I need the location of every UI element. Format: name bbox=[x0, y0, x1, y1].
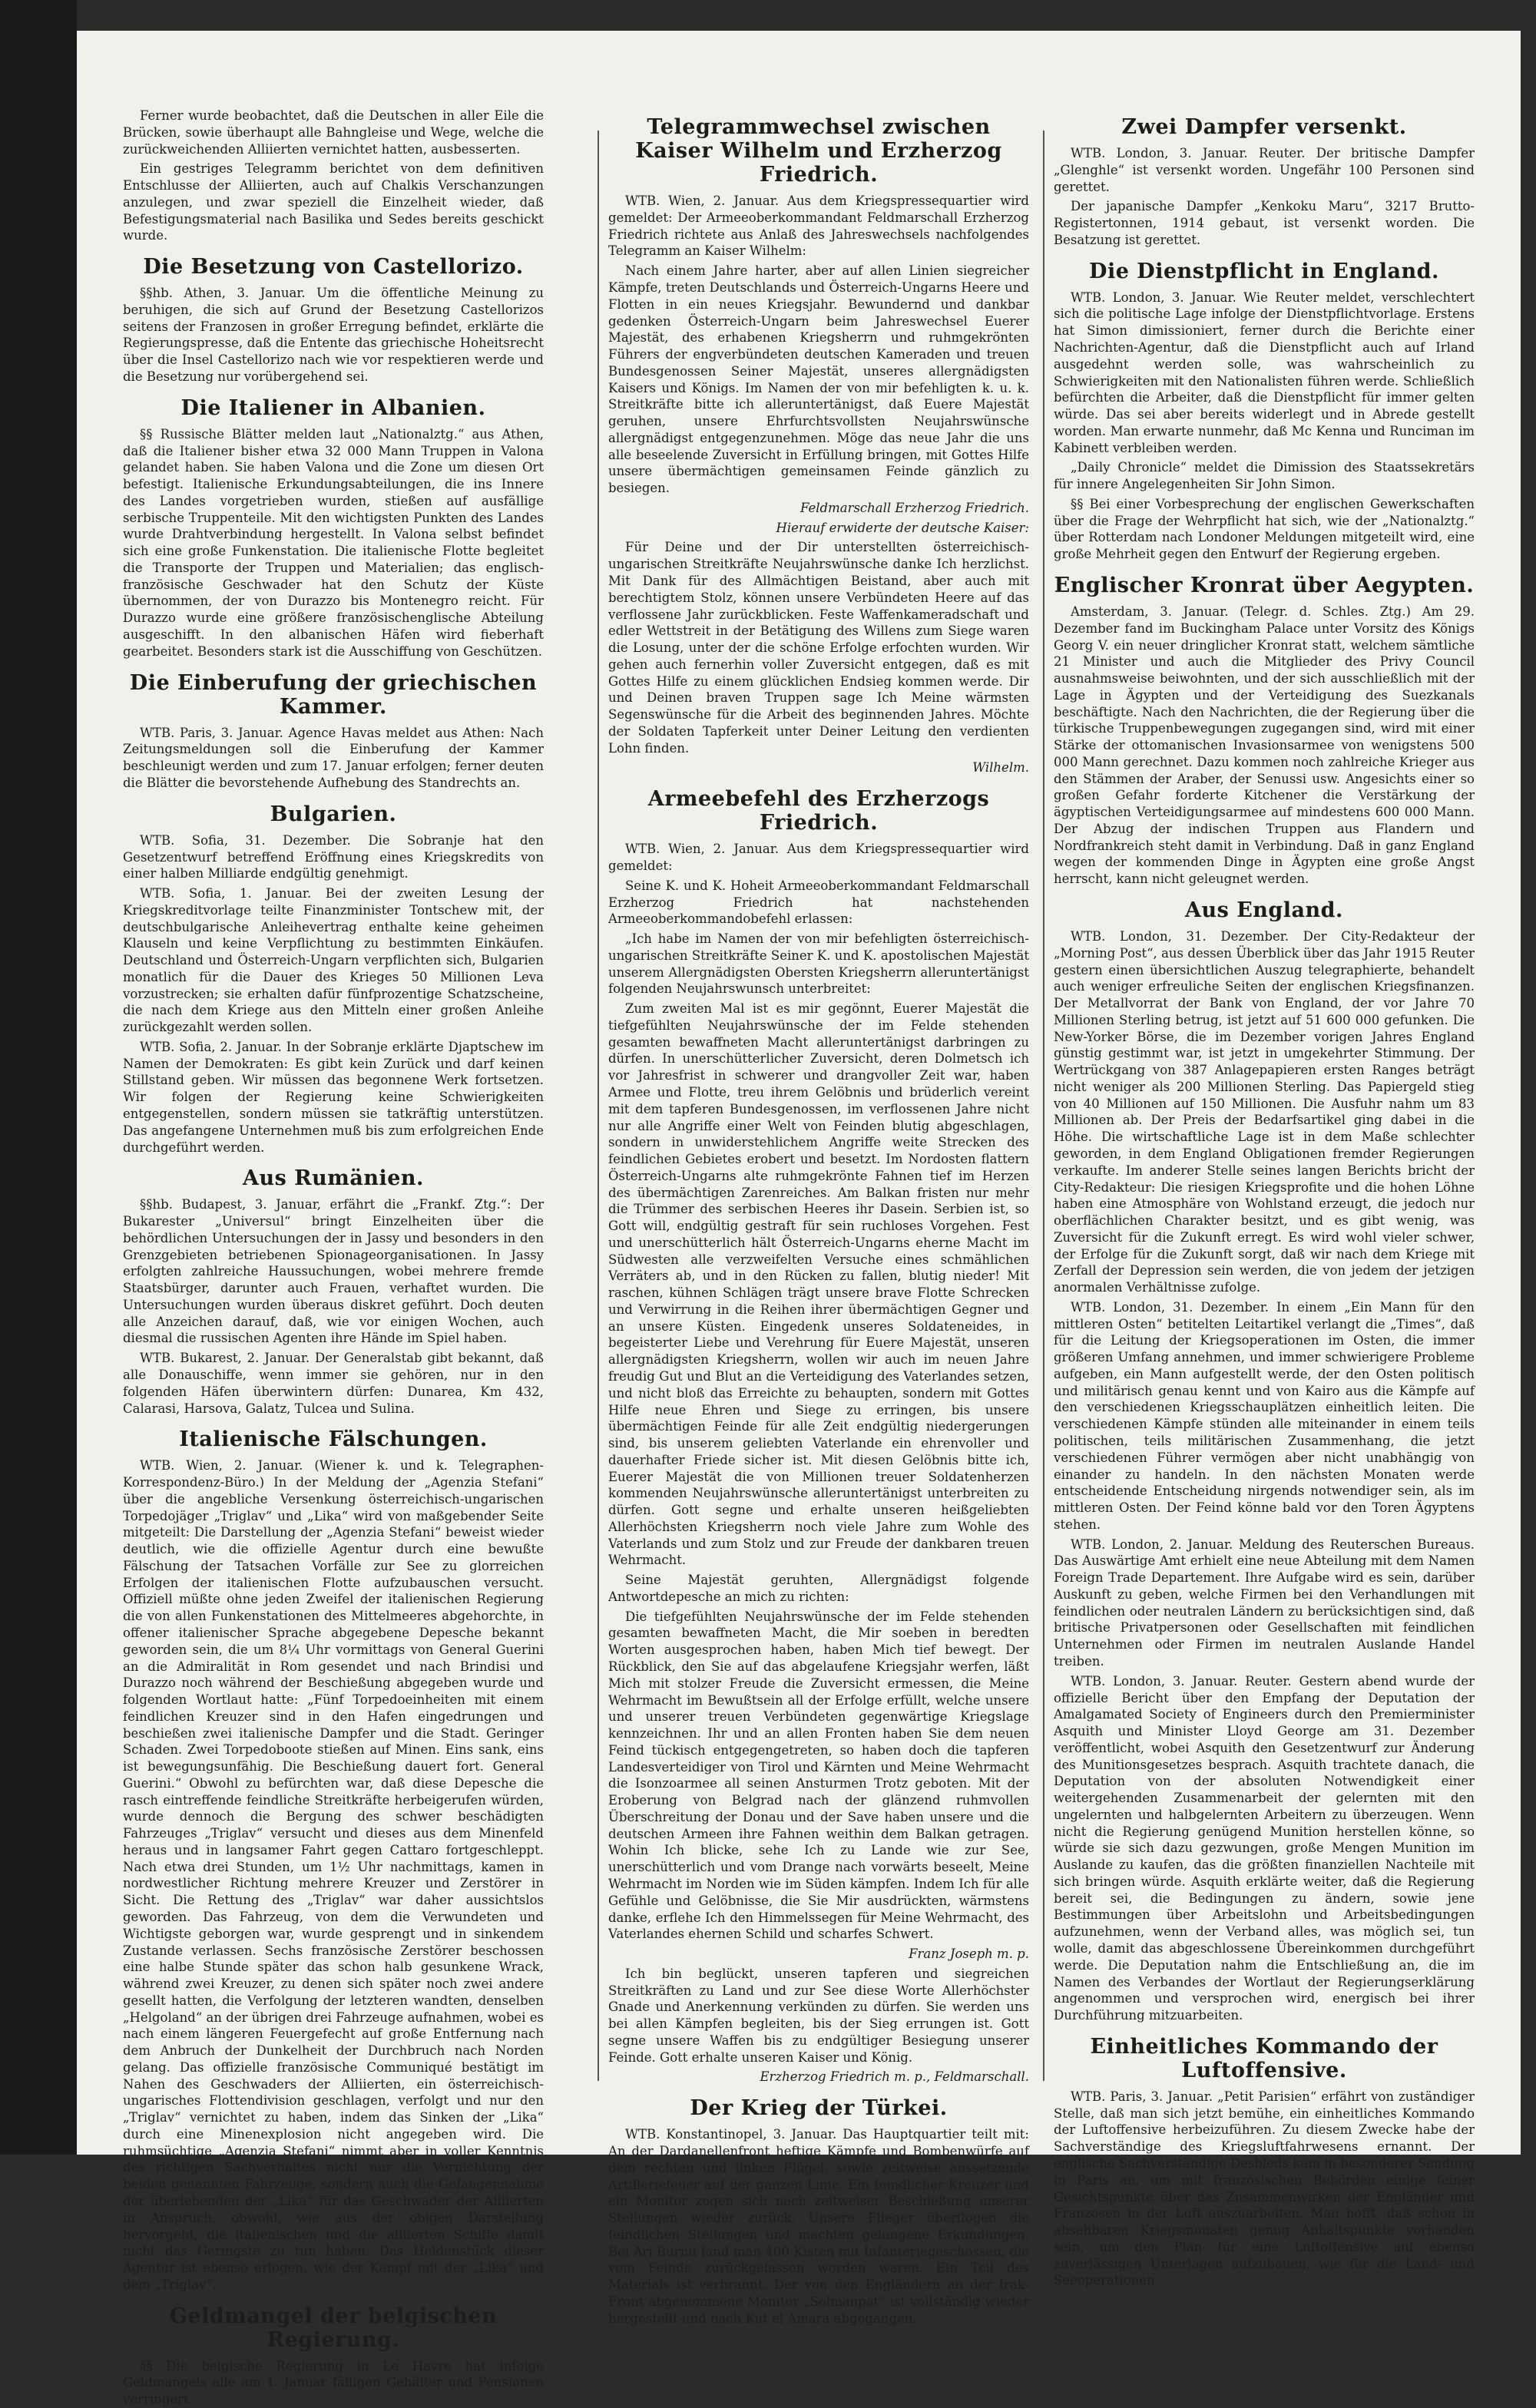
article bbox=[1054, 898, 1475, 2024]
article-paragraph: WTB. Wien, 2. Januar. Aus dem Kriegspressequartier wird gemeldet: bbox=[608, 842, 1029, 874]
article-paragraph: WTB. London, 3. Januar. Reuter. Gestern abend wurde der offizielle Bericht über den Empfang der Deputation der Amalgamated Society of Engineers durch den Premierminister Asquith und Minister Lloyd George am 31. Dezember veröffentlicht, wobei Asquith den Gesetzentwurf zur Änderung des Munitionsgesetzes besprach. Asquith trachtete danach, die Deputation von der absoluten Notwendigkeit einer weitergehenden Zusammenarbeit der gelernten mit den ungelernten und halbgelernten Arbeitern zu überzeugen. Wenn nicht die Regierung genügend Munition herstellen könne, so würde sie sich dazu gezwungen, große Mengen Munition im Auslande zu kaufen, das die größten finanziellen Nachteile mit sich bringen würde. Asquith erklärte weiter, daß die Regierung bereit sei, die Bedingungen zu ändern, sowie jene Bestimmungen über Arbeitslohn und Arbeitsbedingungen aufzunehmen, wenn der Verband alles, was möglich sei, tun wolle, damit das abgeschlossene Übereinkommen durchgeführt werde. Die Deputation nahm die Entschließung an, die im Namen des Verbandes der Wortlaut der Regierungserklärung angenommen und versprochen wird, energisch bei ihrer Durchführung mitzuarbeiten. bbox=[1054, 1673, 1475, 2023]
article-paragraph: §§ Bei einer Vorbesprechung der englischen Gewerkschaften über die Frage der Wehrpflicht hat sich, wie der „Nationalztg.“ über Rotterdam nach Londoner Meldungen mitgeteilt wird, eine große Mehrheit gegen den Entwurf der Regierung ergeben. bbox=[1054, 496, 1475, 562]
article bbox=[123, 2304, 544, 2408]
article-headline: Telegrammwechsel zwischen Kaiser Wilhelm und Erzherzog Friedrich. bbox=[635, 115, 1002, 187]
article-headline: Bulgarien. bbox=[270, 802, 397, 826]
article-headline: Die Dienstpflicht in England. bbox=[1089, 259, 1439, 283]
article-paragraph: WTB. London, 3. Januar. Wie Reuter meldet, verschlechtert sich die politische Lage infolge der Dienstpflichtvorlage. Erstens hat Simon dimissioniert, ferner durch die Berichte einer Nachrichten-Agentur, daß die Dienstpflicht auch auf Irland ausgedehnt werden solle, was wahrscheinlich zu Schwierigkeiten mit den Nationalisten führen werde. Schließlich befürchten die Arbeiter, daß die Dienstpflicht für immer gelten würde. Das sei aber bereits widerlegt und in Abrede gestellt worden. Man erwarte nunmehr, daß Mc Kenna und Runciman im Kabinett verbleiben werden. bbox=[1054, 289, 1475, 455]
article bbox=[123, 1166, 544, 1417]
scan-left-edge bbox=[0, 0, 77, 2155]
article-paragraph: „Ich habe im Namen der von mir befehligten österreichisch-ungarischen Streitkräfte Seiner K. und K. apostolischen Majestät unserem Allergnädigsten Obersten Kriegsherrn alleruntertänigst folgenden Neujahrswunsch unterbreitet: bbox=[608, 931, 1029, 997]
article-headline: Zwei Dampfer versenkt. bbox=[1121, 115, 1407, 139]
article-headline: Einheitliches Kommando der Luftoffensive. bbox=[1090, 2034, 1438, 2082]
column-left bbox=[123, 108, 544, 2407]
article-paragraph: WTB. London, 2. Januar. Meldung des Reuterschen Bureaus. Das Auswärtige Amt erhielt eine neue Abteilung mit dem Namen Foreign Trade Departement. Ihre Aufgabe wird es sein, darüber Auskunft zu geben, welche Firmen bei den Verhandlungen mit feindlichen oder neutralen Ländern zu berücksichtigen sind, daß britische Privatpersonen oder Gesellschaften mit feindlichen Unternehmen oder Firmen im neutralen Auslande Handel treiben. bbox=[1054, 1536, 1475, 1669]
article-headline: Die Besetzung von Castellorizo. bbox=[143, 255, 524, 280]
article bbox=[1054, 574, 1475, 888]
article-paragraph: Ein gestriges Telegramm berichtet von dem definitiven Entschlusse der Alliierten, auch auf Chalkis Verschanzungen anzulegen, und zwar speziell die Einzelheit wieder, daß Befestigungsmaterial nach Basilika und Sedes bereits geschickt wurde. bbox=[123, 161, 544, 243]
column-rule bbox=[598, 131, 599, 2081]
article-paragraph: Zum zweiten Mal ist es mir gegönnt, Euerer Majestät die tiefgefühlten Neujahrswünsche der im Felde stehenden gesamten bewaffneten Macht alleruntertänigst darbringen zu dürfen. In unerschütterlicher Zuversicht, deren Dolmetsch ich vor Jahresfrist in schwerer und drangvoller Zeit war, haben Armee und Flotte, treu ihrem Gelöbnis und brüderlich vereint mit dem tapferen Bundesgenossen, im verflossenen Jahre nicht nur alle Angriffe einer Welt von Feinden blutig abgeschlagen, sondern in unwiderstehlichem Angriffe weite Strecken des feindlichen Gebietes erobert und besetzt. Im Nordosten flattern Österreich-Ungarns alte ruhmgekrönte Fahnen tief im Herzen des übermächtigen Zarenreiches. Am Balkan fristen nur mehr die Trümmer des serbischen Heeres ihr Dasein. Serbien ist, so Gott will, endgültig gestraft für sein ruchloses Vorgehen. Fest und unerschütterlich hält Österreich-Ungarns eherne Macht im Südwesten alle verzweifelten Versuche eines schmählichen Verräters ab, und in den Rücken zu fallen, blutig nieder! Mit raschen, kühnen Schlägen trägt unsere brave Flotte Schrecken und Verwirrung in die Reihen ihrer übermächtigen Gegner und an unsere Küsten. Eingedenk unseres Soldateneides, in begeisterter Liebe und Verehrung für Euere Majestät, unseren allergnädigsten Kriegsherrn, wollen wir auch im neuen Jahre freudig Gut und Blut an die Verteidigung des Vaterlandes setzen, und nicht bloß das Erreichte zu behaupten, sondern mit Gottes Hilfe neue Ehren und Siege zu erringen, bis unsere übermächtigen Feinde für alle Zeit endgültig niedergerungen sind, bis unserem geliebten Vaterlande ein ehrenvoller und dauerhafter Friede sicher ist. Mit diesen Gelöbnis bitte ich, Euerer Majestät die von Millionen treuer Soldatenherzen kommenden Neujahrswünsche alleruntertänigst unterbreiten zu dürfen. Gott segne und erhalte unseren heißgeliebten Allerhöchsten Kriegsherrn noch viele Jahre zum Wohle des Vaterlands und zum Stolz und zur Freude der dankbaren treuen Wehrmacht. bbox=[608, 1001, 1029, 1568]
article bbox=[608, 2096, 1029, 2327]
article-paragraph: WTB. Paris, 3. Januar. „Petit Parisien“ erfährt von zuständiger Stelle, daß man sich jetzt bemühe, ein einheitliches Kommando der Luftoffensive herbeizuführen. Zu diesem Zwecke habe der Sachverständige des Kriegsluftfahrwesens ernannt. Der englische Sachverständige Desbleds kam in besonderer Sendung in Paris an, um mit französischen Behörden einige feiner Gesichtspunkte über das Zusammenwirken der Engländer und Franzosen in der Luft auszuarbeiten. Man hofft, daß schon in absehbaren Kriegsmonaten genug Anhaltspunkte vorhanden sein, um den Plan für eine Luftoffensive auf ebenso zuverlässigen Unterlagen aufzubauen, wie für die Land- und Seeoperationen. bbox=[1054, 2089, 1475, 2288]
article-paragraph: Ferner wurde beobachtet, daß die Deutschen in aller Eile die Brücken, sowie überhaupt alle Bahngleise und Wege, welche die zurückweichenden Alliierten vernichtet hatten, ausbesserten. bbox=[123, 108, 544, 157]
article-paragraph: WTB. London, 3. Januar. Reuter. Der britische Dampfer „Glenghle“ ist versenkt worden. Ungefähr 100 Personen sind gerettet. bbox=[1054, 146, 1475, 194]
article-paragraph: Erzherzog Friedrich m. p., Feldmarschall. bbox=[760, 2069, 1029, 2085]
article-headline: Geldmangel der belgischen Regierung. bbox=[169, 2304, 498, 2352]
article-paragraph: Die tiefgefühlten Neujahrswünsche der im Felde stehenden gesamten bewaffneten Macht, die Mir soeben in beredten Worten ausgesprochen haben, haben Mich tief bewegt. Der Rückblick, den Sie auf das abgelaufene Kriegsjahr werfen, läßt Mich mit stolzer Freude die Zuversicht ermessen, die Meine Wehrmacht im Bewußtsein all der Erfolge erfüllt, welche unsere und unserer treuen Verbündeten gegenwärtige Kriegslage kennzeichnen. Ihr und an allen Fronten haben Sie dem neuen Feind tückisch entgegengetreten, so haben doch die tapferen Landesverteidiger von Tirol und Kärnten und Meine Wehrmacht die Isonzoarmee all seinen Ansturmen Trotz geboten. Mit der Eroberung von Belgrad nach der glänzend ruhmvollen Überschreitung der Donau und der Save haben unsere und die deutschen Armeen ihre Fahnen weithin dem Balkan getragen. Wohin Ich blicke, sehe Ich zu Lande wie zur See, unerschütterlich und vom Drange nach vorwärts beseelt, Meine Wehrmacht im Norden wie im Süden kämpfen. Indem Ich für alle Gefühle und Gelöbnisse, die Sie Mir ausdrückten, wärmstens danke, erflehe Ich den Himmelssegen für Meine Wehrmacht, des Vaterlandes ehernen Schild und scharfes Schwert. bbox=[608, 1609, 1029, 1942]
article-paragraph: Wilhelm. bbox=[972, 760, 1029, 776]
article-paragraph: WTB. Sofia, 31. Dezember. Die Sobranje hat den Gesetzentwurf betreffend Eröffnung eines Kriegskredits von einer halben Milliarde endgültig genehmigt. bbox=[123, 832, 544, 882]
article-paragraph: Ich bin beglückt, unseren tapferen und siegreichen Streitkräften zu Land und zur See diese Worte Allerhöchster Gnade und Anerkennung verkünden zu dürfen. Sie werden uns bei allen Kämpfen begleiten, bis der Sieg errungen ist. Gott segne unsere Waffen bis zu endgültiger Besiegung unserer Feinde. Gott erhalte unseren Kaiser und König. bbox=[608, 1966, 1029, 2065]
article bbox=[608, 115, 1029, 776]
article bbox=[123, 255, 544, 385]
column-right bbox=[1054, 108, 1475, 2288]
article-paragraph: WTB. Bukarest, 2. Januar. Der Generalstab gibt bekannt, daß alle Donauschiffe, wenn immer sie gehören, nur in den folgenden Häfen überwintern dürfen: Dunarea, Km 432, Calarasi, Harsova, Galatz, Tulcea und Sulina. bbox=[123, 1351, 544, 1416]
article-headline: Der Krieg der Türkei. bbox=[690, 2096, 948, 2121]
article-paragraph: §§ Russische Blätter melden laut „Nationalztg.“ aus Athen, daß die Italiener bisher etwa 32 000 Mann Truppen in Valona gelandet haben. Sie haben Valona und die Zone um diesen Ort befestigt. Italienische Erkundungsabteilungen, die ins Innere des Landes vorgetrieben wurden, stießen auf ausfällige serbische Truppenteile. Mit den wichtigsten Punkten des Landes wurde Drahtverbindung hergestellt. In Valona selbst befindet sich eine große Funkenstation. Die italienische Flotte begleitet die Transporte der Truppen und Materialien; das englisch-französische Geschwader hat den Schutz der Küste übernommen, der von Durazzo bis Montenegro reicht. Für Durazzo wurde eine größere französischenglische Abteilung ausgeschifft. In den albanischen Häfen wird fieberhaft gearbeitet. Besonders stark ist die Ausschiffung von Geschützen. bbox=[123, 426, 544, 659]
article-headline: Die Italiener in Albanien. bbox=[180, 395, 486, 420]
article-paragraph: Der japanische Dampfer „Kenkoku Maru“, 3217 Brutto-Registertonnen, 1914 gebaut, ist versenkt worden. Die Besatzung ist gerettet. bbox=[1054, 199, 1475, 247]
article-headline: Die Einberufung der griechischen Kammer. bbox=[129, 670, 538, 719]
article-paragraph: WTB. Paris, 3. Januar. Agence Havas meldet aus Athen: Nach Zeitungsmeldungen soll die Einberufung der Kammer beschleunigt werden und zum 17. Januar erfolgen; ferner deuten die Blätter die bevorstehende Aufhebung des Standrechts an. bbox=[123, 725, 544, 790]
article-paragraph: WTB. Sofia, 1. Januar. Bei der zweiten Lesung der Kriegskreditvorlage teilte Finanzminister Tontschew mit, der deutschbulgarische Anleihevertrag enthalte keine geheimen Klauseln und keine Verpflichtung zu bestimmten Einkäufen. Deutschland und Österreich-Ungarn verpflichten sich, Bulgarien monatlich für die Dauer des Krieges 50 Millionen Leva vorzustrecken; sie erhalten dafür fünfprozentige Schatzscheine, die nach dem Kriege aus den Mitteln einer großen Anleihe zurückgezahlt werden sollen. bbox=[123, 886, 544, 1035]
article-paragraph: Seine K. und K. Hoheit Armeeoberkommandant Feldmarschall Erzherzog Friedrich hat nachstehenden Armeeoberkommandobefehl erlassen: bbox=[608, 878, 1029, 927]
article-paragraph: Nach einem Jahre harter, aber auf allen Linien siegreicher Kämpfe, treten Deutschlands und Österreich-Ungarns Heere und Flotten in ein neues Kriegsjahr. Bewundernd und dankbar gedenken Österreich-Ungarn beim Jahreswechsel Euerer Majestät, des erhabenen Kriegsherrn und ruhmgekrönten Führers der engverbündeten deutschen Kameraden und treuen Bundesgenossen Seiner Majestät, unseres allergnädigsten Kaisers und Königs. Im Namen der von mir befehligten k. u. k. Streitkräfte bitte ich alleruntertänigst, daß Euere Majestät geruhen, unsere Ehrfurchtsvollsten Neujahrswünsche allergnädigst entgegenzunehmen. Möge das neue Jahr die uns alle beseelende Zuversicht in Erfüllung bringen, mit Gottes Hilfe unsere übermächtigen gemeinsamen Feinde gänzlich zu besiegen. bbox=[608, 263, 1029, 496]
article bbox=[123, 1427, 544, 2293]
article-headline: Aus England. bbox=[1185, 898, 1343, 922]
article-paragraph: Franz Joseph m. p. bbox=[909, 1947, 1029, 1962]
article bbox=[123, 108, 544, 244]
article-paragraph: „Daily Chronicle“ meldet die Dimission des Staatssekretärs für innere Angelegenheiten Sir John Simon. bbox=[1054, 460, 1475, 492]
article-paragraph: WTB. London, 31. Dezember. Der City-Redakteur der „Morning Post“, aus dessen Überblick über das Jahr 1915 Reuter gestern einen übersichtlichen Auszug telegraphierte, behandelt auch weniger erfreuliche Seiten der englischen Kriegsfinanzen. Der Metallvorrat der Bank von England, der vor Jahre 70 Millionen Sterling betrug, ist jetzt auf 51 600 000 gefunken. Die New-Yorker Börse, die im Dezember vorigen Jahres England günstig gestimmt war, ist jetzt in umgekehrter Stimmung. Der Wertrückgang von 387 Anlagepapieren ersten Ranges beträgt nicht weniger als 200 Millionen Sterling. Das Papiergeld stieg von 40 Millionen auf 150 Millionen. Die Ausfuhr nahm um 83 Millionen ab. Der Preis der Bedarfsartikel ging dabei in die Höhe. Die wirtschaftliche Lage ist in dem Maße schlechter geworden, in dem England Obligationen fremder Regierungen verkaufte. Im anderer Stelle seines langen Berichts bricht der City-Redakteur: Die riesigen Kriegsprofite und die hohen Löhne haben eine Atmosphäre von Wohlstand erzeugt, die jedoch nur oberflächlichen Charakter besitzt, und es gibt wenig, was Zuversicht für die Zukunft erregt. Es wird wohl vieler schwer, der Erfolge für die Zukunft sorgt, daß wir nach dem Kriege mit Zerfall der Depression sein werden, die von jedem der jetzigen anormalen Verhältnisse zufolge. bbox=[1054, 929, 1475, 1295]
article-paragraph: Amsterdam, 3. Januar. (Telegr. d. Schles. Ztg.) Am 29. Dezember fand im Buckingham Palace unter Vorsitz des Königs Georg V. ein neuer dringlicher Kronrat statt, welchem sämtliche 21 Minister und auch die Mitglieder des Privy Council ausnahmsweise beiwohnten, und der sich ausschließlich mit der Lage in Ägypten und der Verteidigung des Suezkanals beschäftigte. Nach den Nachrichten, die der Regierung über die türkische Truppenbewegungen zugegangen sind, wird mit einer Stärke der ottomanischen Invasionsarmee von wenigstens 500 000 Mann gerechnet. Dazu kommen noch zahlreiche Krieger aus den Stämmen der Araber, der Senussi usw. Angesichts einer so großen Gefahr forderte Kitchener die Verstärkung der ägyptischen Verteidigungsarmee auf mindestens 600 000 Mann. Der Abzug der indischen Truppen aus Flandern und Nordfrankreich steht damit in Verbindung. Daß in ganz England wegen der kommenden Dinge in Ägypten eine große Angst herrscht, kann nicht geleugnet werden. bbox=[1054, 604, 1475, 887]
article bbox=[1054, 260, 1475, 563]
article bbox=[1054, 115, 1475, 249]
article-paragraph: §§hb. Athen, 3. Januar. Um die öffentliche Meinung zu beruhigen, die sich auf Grund der Besetzung Castellorizos seitens der Franzosen in großer Erregung befindet, erklärte die Regierungspresse, daß die Entente das griechische Hoheitsrecht über die Insel Castellorizo nach wie vor respektieren werde und die Besetzung nur vorübergehend sei. bbox=[123, 286, 544, 384]
article-paragraph: WTB. Konstantinopel, 3. Januar. Das Hauptquartier teilt mit: An der Dardanellenfront heftige Kämpfe und Bombenwürfe auf dem rechten und linken Flügel, sowie zeitweise aussetzende Artilleriefeuer auf der ganzen Linie. Ein feindlicher Kreuzer und ein Monitor zogen sich nach zeitweiser Beschießung unserer Stellungen wieder zurück. Unsere Flieger überflogen die feindlichen Stellungen und machten gelungene Erkundungen. Bei Ari Burnu fand man 400 Kisten mit Infanteriegeschossen, die vom Feinde zurückgelassen worden waren. Ein Teil des Materials ist verbrannt. Der von den Engländern an der Irak-Front abgenommene Monitor „Solmanpat“ ist vollständig wieder hergestellt und nach Kut el Amara abgegangen. bbox=[608, 2127, 1029, 2326]
column-rule bbox=[1043, 131, 1044, 2081]
article-paragraph: Feldmarschall Erzherzog Friedrich. bbox=[799, 500, 1029, 515]
article-paragraph: WTB. London, 31. Dezember. In einem „Ein Mann für den mittleren Osten“ betitelten Leitartikel verlangt die „Times“, daß für die Leitung der Kriegsoperationen im Osten, die immer größeren Umfang annehmen, und immer schwierigere Probleme aufgeben, ein Mann aufgestellt werde, der den Osten politisch und militärisch genau kennt und von Kairo aus die Kämpfe auf den verschiedenen Kriegsschauplätzen einheitlich leiten. Die verschiedenen Kämpfe stünden alle miteinander in einem teils politischen, teils militärischen Zusammenhang, die jetzt verschiedenen Führer vermögen aber nicht unabhängig von einander zu handeln. In den nächsten Monaten werde entscheidende Entscheidung nirgends notwendiger sein, als im mittleren Osten. Der Feind könne bald vor den Toren Ägyptens stehen. bbox=[1054, 1299, 1475, 1532]
article-paragraph: WTB. Sofia, 2. Januar. In der Sobranje erklärte Djaptschew im Namen der Demokraten: Es gibt kein Zurück und darf keinen Stillstand geben. Wir müssen das begonnene Werk fortsetzen. Wir folgen der Regierung keine Schwierigkeiten entgegenstellen, sondern müssen sie tatkräftig unterstützen. Das angefangene Unternehmen muß bis zum erfolgreichen Ende durchgeführt werden. bbox=[123, 1039, 544, 1155]
article bbox=[123, 671, 544, 792]
article-headline: Italienische Fälschungen. bbox=[179, 1427, 488, 1452]
article bbox=[123, 396, 544, 660]
article-headline: Armeebefehl des Erzherzogs Friedrich. bbox=[647, 787, 990, 835]
article-paragraph: Hierauf erwiderte der deutsche Kaiser: bbox=[776, 520, 1029, 535]
article-paragraph: Seine Majestät geruhten, Allergnädigst folgende Antwortdepesche an mich zu richten: bbox=[608, 1573, 1029, 1604]
article bbox=[1054, 2035, 1475, 2289]
article-headline: Englischer Kronrat über Aegypten. bbox=[1054, 573, 1475, 597]
article-headline: Aus Rumänien. bbox=[243, 1166, 424, 1191]
article-paragraph: WTB. Wien, 2. Januar. (Wiener k. und k. Telegraphen-Korrespondenz-Büro.) In der Meldung der „Agenzia Stefani“ über die angebliche Versenkung österreichisch-ungarischen Torpedojäger „Triglav“ und „Lika“ wird von maßgebender Seite mitgeteilt: Die Darstellung der „Agenzia Stefani“ beweist wieder deutlich, wie die offizielle Agentur durch eine bewußte Fälschung der Tatsachen Vorfälle zur See zu glorreichen Erfolgen der italienischen Flotte aufzubauschen versucht. Offiziell müßte ohne jeden Zweifel der italienischen Regierung die von allen Funkenstationen des Mittelmeeres abgehorchte, in offener italienischer Sprache abgegebene Depesche bekannt geworden sein, die um 8¼ Uhr vormittags von General Guerini an die Admiralität in Rom gesendet und nach Brindisi und Durazzo noch während der Beschießung abgegeben wurde und folgenden Wortlaut hatte: „Fünf Torpedoeinheiten mit einem feindlichen Kreuzer sind in den Hafen eingedrungen und beschießen zwei italienische Dampfer und die Stadt. Geringer Schaden. Zwei Torpedoboote stießen auf Minen. Eins sank, eins ist bewegungsunfähig. Die Beschießung dauert fort. General Guerini.“ Obwohl zu befürchten war, daß diese Depesche die rasch eintreffende feindliche Streitkräfte herbeigerufen würden, wurde dennoch die Bergung des schwer beschädigten Fahrzeuges „Triglav“ versucht und dieses aus dem Minenfeld heraus und in langsamer Fahrt gegen Cattaro fortgeschleppt. Nach etwa drei Stunden, um 1½ Uhr nachmittags, kamen in nordwestlicher Richtung mehrere Kreuzer und Zerstörer in Sicht. Die Rettung des „Triglav“ war daher aussichtslos geworden. Das Fahrzeug, von dem die Verwundeten und Wichtigste geborgen war, wurde gesprengt und in sinkendem Zustande verlassen. Sechs französische Zerstörer beschossen eine halbe Stunde später das schon halb gesunkene Wrack, während zwei Kreuzer, zu denen sich später noch zwei andere gesellt hatten, die Verfolgung der letzteren wandten, denselben „Helgoland“ an der übrigen drei Fahrzeuge aufnahmen, wobei es nach einem längeren Feuergefecht auf große Entfernung nach dem Anbruch der Dunkelheit der Durchbruch nach Norden gelang. Das offizielle französische Communiqué bestätigt im Nahen des Geschwaders der Alliierten, ein österreichisch-ungarisches Flottendivision geschlagen, verfolgt und nur den „Triglav“ vernichtet zu haben, indem das Sinken der „Lika“ durch eine Minenexplosion nicht angegeben wird. Die ruhmsüchtige „Agenzia Stefani“ nimmt aber in voller Kenntnis des richtigen Sachverhaltes nicht nur die Vernichtung der beiden genannten Fahrzeuge, sondern auch die Gefangennahme der überlebenden der „Lika“ für das Geschwader der Alliierten in Anspruch, obwohl, wie aus der obigen Darstellung hervorgeht, die italienischen und die alliierten Schiffe damit nicht das Geringste zu tun haben. Das Heldenstück dieser Agentur ist ebenso erlogen, wie der Kampf mit der „Lika“ und dem „Triglav“. bbox=[123, 1458, 544, 2292]
article-paragraph: §§ Die belgische Regierung in Le Havre hat infolge Geldmangels alle am 1. Januar fälligen Gehälter und Pensionen verringert. bbox=[123, 2358, 544, 2407]
article-paragraph: WTB. Wien, 2. Januar. Aus dem Kriegspressequartier wird gemeldet: Der Armeeoberkommandant Feldmarschall Erzherzog Friedrich richtete aus Anlaß des Jahreswechsels nachfolgendes Telegramm an Kaiser Wilhelm: bbox=[608, 194, 1029, 259]
article-paragraph: Für Deine und der Dir unterstellten österreichisch-ungarischen Streitkräfte Neujahrswünsche danke Ich herzlichst. Mit Dank für des Allmächtigen Beistand, aber auch mit berechtigtem Stolz, können unsere Verbündeten Heere auf das verflossene Jahr zurückblicken. Feste Waffenkameradschaft und edler Wettstreit in der Betätigung des Willens zum Siege waren die Losung, unter der die schöne Erfolge erfochten wurden. Wir gehen auch fernerhin voller Zuversicht entgegen, daß es mit Gottes Hilfe zu einem glücklichen Endsieg kommen werde. Dir und Deinen braven Truppen sage Ich Meine wärmsten Segenswünsche für die Arbeit des beginnenden Jahres. Möchte der Soldaten Tapferkeit unter Deiner Leitung den verdienten Lohn finden. bbox=[608, 540, 1029, 756]
article bbox=[123, 802, 544, 1156]
article bbox=[608, 787, 1029, 2086]
article-paragraph: §§hb. Budapest, 3. Januar, erfährt die „Frankf. Ztg.“: Der Bukarester „Universul“ bringt Einzelheiten über die behördlichen Untersuchungen der in Jassy und besonders in den Grenzgebieten betriebenen Spionageorganisationen. In Jassy erfolgten zahlreiche Haussuchungen, wobei mehrere fremde Staatsbürger, darunter auch Frauen, verhaftet wurden. Die Untersuchungen wurden überaus diskret geführt. Doch deuten alle Anzeichen darauf, daß, wie vor einigen Wochen, auch diesmal die russischen Agenten ihre Hände im Spiel haben. bbox=[123, 1197, 544, 1346]
column-middle bbox=[608, 108, 1029, 2326]
